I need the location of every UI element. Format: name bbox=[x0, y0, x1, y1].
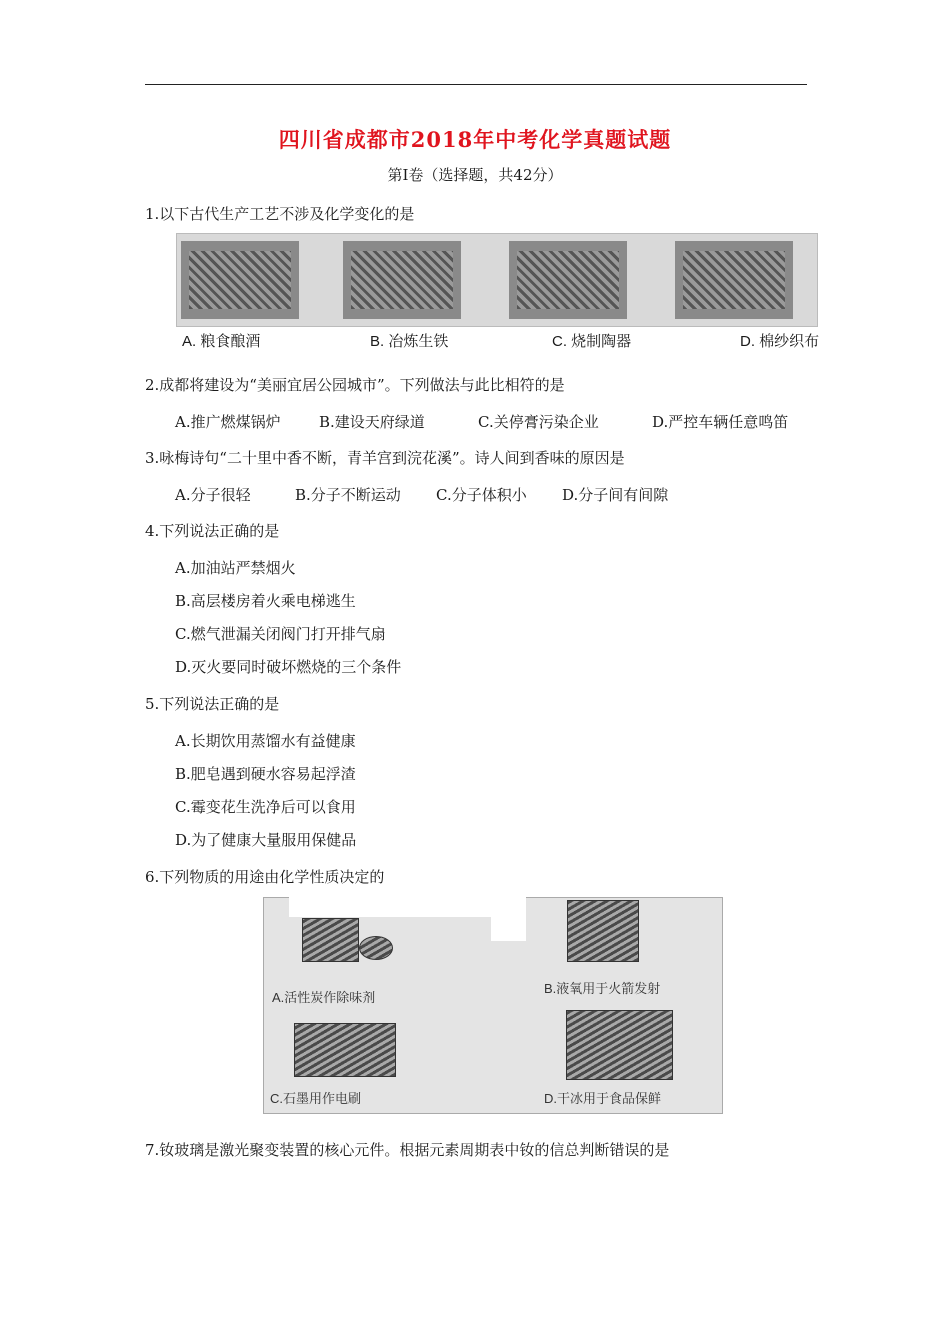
question-6-label-a: A.活性炭作除味剂 bbox=[272, 990, 376, 1005]
iron-smelting-image bbox=[343, 241, 461, 319]
question-7-stem: 7.钕玻璃是激光聚变装置的核心元件。根据元素周期表中钕的信总判断错误的是 bbox=[145, 1141, 670, 1159]
question-5-stem: 5.下列说法正确的是 bbox=[145, 695, 280, 713]
question-5-option-d: D.为了健康大量服用保健品 bbox=[175, 831, 357, 849]
question-2-option-d: D.严控车辆任意鸣笛 bbox=[652, 413, 789, 431]
question-3-stem: 3.咏梅诗句“二十里中香不断，青羊宫到浣花溪”。诗人间到香味的原因是 bbox=[145, 449, 625, 467]
question-3-option-d: D.分子间有间隙 bbox=[562, 486, 669, 504]
activated-carbon-image bbox=[302, 918, 359, 962]
question-1-caption-a: A. 粮食酿酒 bbox=[182, 333, 261, 350]
question-6-label-d: D.干冰用于食品保鲜 bbox=[544, 1091, 662, 1106]
question-6-label-b: B.液氧用于火箭发射 bbox=[544, 981, 661, 996]
rocket-launch-image bbox=[567, 900, 639, 962]
question-6-label-c: C.石墨用作电刷 bbox=[270, 1091, 362, 1106]
question-4-option-b: B.高层楼房着火乘电梯逃生 bbox=[175, 592, 356, 610]
cotton-weaving-image bbox=[675, 241, 793, 319]
graphite-brush-image bbox=[294, 1023, 396, 1077]
question-2-option-a: A.推广燃煤锅炉 bbox=[175, 413, 281, 431]
question-6-image bbox=[263, 897, 723, 1114]
dry-ice-image bbox=[566, 1010, 673, 1080]
question-4-option-d: D.灭火要同时破坏燃烧的三个条件 bbox=[175, 658, 402, 676]
question-2-stem: 2.成都将建设为“美丽宜居公园城市”。下列做法与此比相符的是 bbox=[145, 376, 565, 394]
grain-wine-image bbox=[181, 241, 299, 319]
question-1-caption-c: C. 烧制陶器 bbox=[552, 333, 632, 350]
header-rule bbox=[145, 84, 807, 85]
question-5-option-c: C.霉变花生洗净后可以食用 bbox=[175, 798, 356, 816]
question-4-stem: 4.下列说法正确的是 bbox=[145, 522, 280, 540]
question-1-caption-b: B. 冶炼生铁 bbox=[370, 333, 449, 350]
question-3-option-c: C.分子体积小 bbox=[436, 486, 527, 504]
page-title: 四川省成都市2018年中考化学真题试题 bbox=[278, 127, 672, 152]
question-5-option-a: A.长期饮用蒸馏水有益健康 bbox=[175, 732, 356, 750]
section-subtitle: 第Ⅰ卷（选择题，共42分） bbox=[387, 166, 563, 184]
question-1-stem: 1.以下古代生产工艺不涉及化学变化的是 bbox=[145, 205, 415, 223]
question-3-option-a: A.分子很轻 bbox=[175, 486, 251, 504]
question-2-option-c: C.关停膏污染企业 bbox=[478, 413, 599, 431]
question-2-option-b: B.建设天府绿道 bbox=[319, 413, 425, 431]
question-1-image-strip bbox=[176, 233, 818, 327]
question-5-option-b: B.肥皂遇到硬水容易起浮渣 bbox=[175, 765, 356, 783]
question-4-option-a: A.加油站严禁烟火 bbox=[175, 559, 296, 577]
question-3-option-b: B.分子不断运动 bbox=[295, 486, 401, 504]
pottery-firing-image bbox=[509, 241, 627, 319]
question-1-caption-d: D. 棉纱织布 bbox=[740, 333, 820, 350]
question-6-stem: 6.下列物质的用途由化学性质决定的 bbox=[145, 868, 385, 886]
leaf-image bbox=[359, 936, 393, 960]
question-4-option-c: C.燃气泄漏关闭阀门打开排气扇 bbox=[175, 625, 386, 643]
